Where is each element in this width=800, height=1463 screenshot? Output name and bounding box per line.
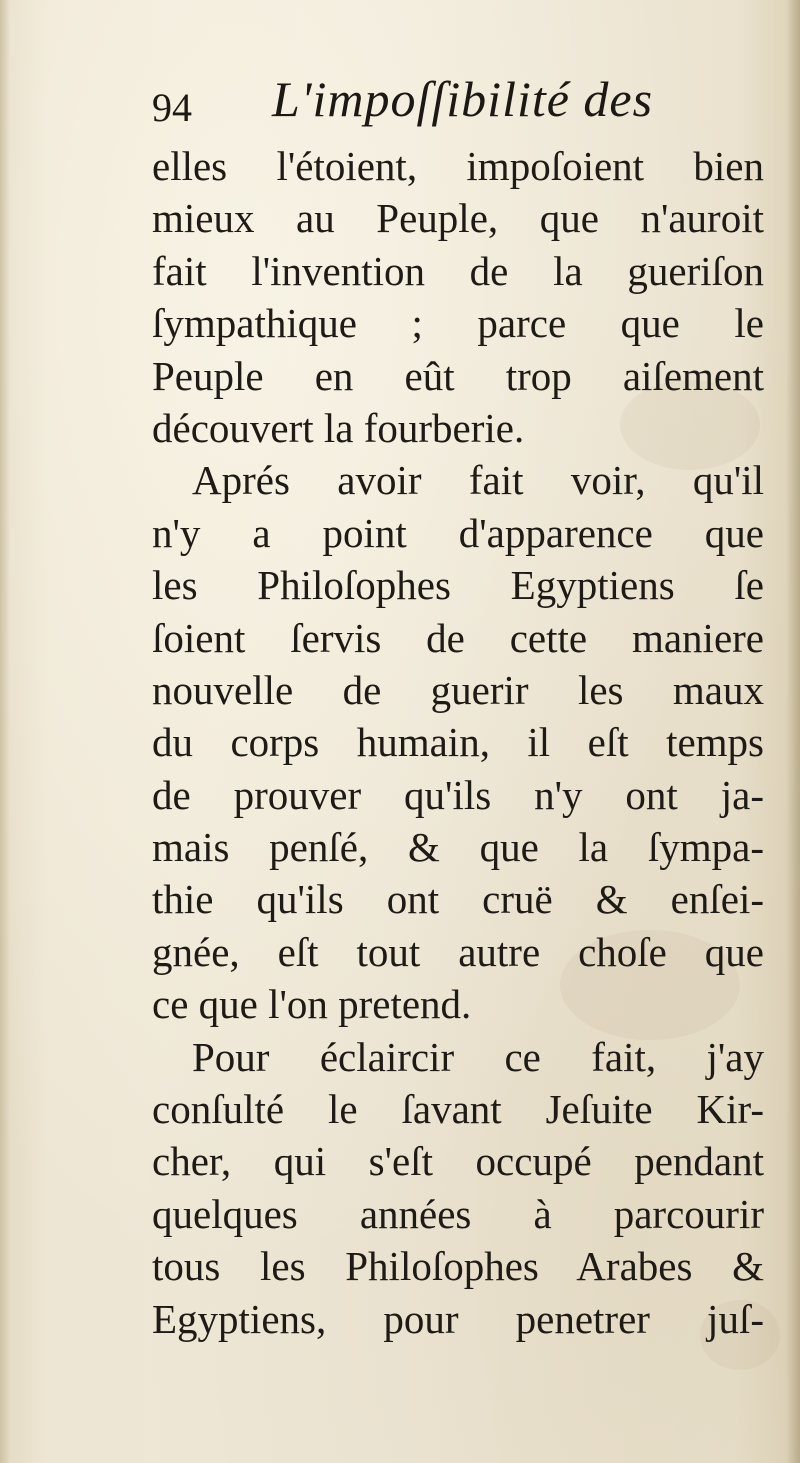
text-line: conſulté le ſavant Jeſuite Kir- bbox=[152, 1086, 764, 1133]
text-line: fait l'invention de la gueriſon bbox=[152, 247, 764, 294]
page-left-edge bbox=[0, 0, 10, 1463]
text-line: découvert la fourberie. bbox=[152, 404, 525, 451]
text-line: n'y a point d'apparence que bbox=[152, 509, 764, 556]
body-text bbox=[152, 140, 764, 1345]
text-line: mais penſé, & que la ſympa- bbox=[152, 824, 764, 871]
text-line: Aprés avoir fait voir, qu'il bbox=[192, 457, 764, 504]
text-line: gnée, eſt tout autre choſe que bbox=[152, 928, 764, 975]
text-line: ce que l'on pretend. bbox=[152, 981, 472, 1028]
text-line: thie qu'ils ont cruë & enſei- bbox=[152, 876, 764, 923]
text-line: quelques années à parcourir bbox=[152, 1190, 764, 1237]
text-line: ſympathique ; parce que le bbox=[152, 300, 764, 347]
text-line: ſoient ſervis de cette maniere bbox=[152, 614, 764, 661]
page-header bbox=[152, 66, 752, 136]
text-line: cher, qui s'eſt occupé pendant bbox=[152, 1138, 764, 1185]
text-line: les Philoſophes Egyptiens ſe bbox=[152, 562, 764, 609]
text-line: tous les Philoſophes Arabes & bbox=[152, 1243, 764, 1290]
text-line: Pour éclaircir ce fait, j'ay bbox=[192, 1033, 764, 1080]
text-line: Egyptiens, pour penetrer juſ- bbox=[152, 1295, 764, 1342]
text-line: Peuple en eût trop aiſement bbox=[152, 352, 764, 399]
page-number: 94 bbox=[152, 85, 192, 130]
text-line: nouvelle de guerir les maux bbox=[152, 666, 764, 713]
text-line: du corps humain, il eſt temps bbox=[152, 719, 764, 766]
text-line: mieux au Peuple, que n'auroit bbox=[152, 195, 764, 242]
page-right-edge bbox=[786, 0, 800, 1463]
text-line: de prouver qu'ils n'y ont ja- bbox=[152, 771, 764, 818]
running-title: L'impoſſibilité des bbox=[272, 71, 654, 127]
text-line: elles l'étoient, impoſoient bien bbox=[152, 143, 764, 189]
